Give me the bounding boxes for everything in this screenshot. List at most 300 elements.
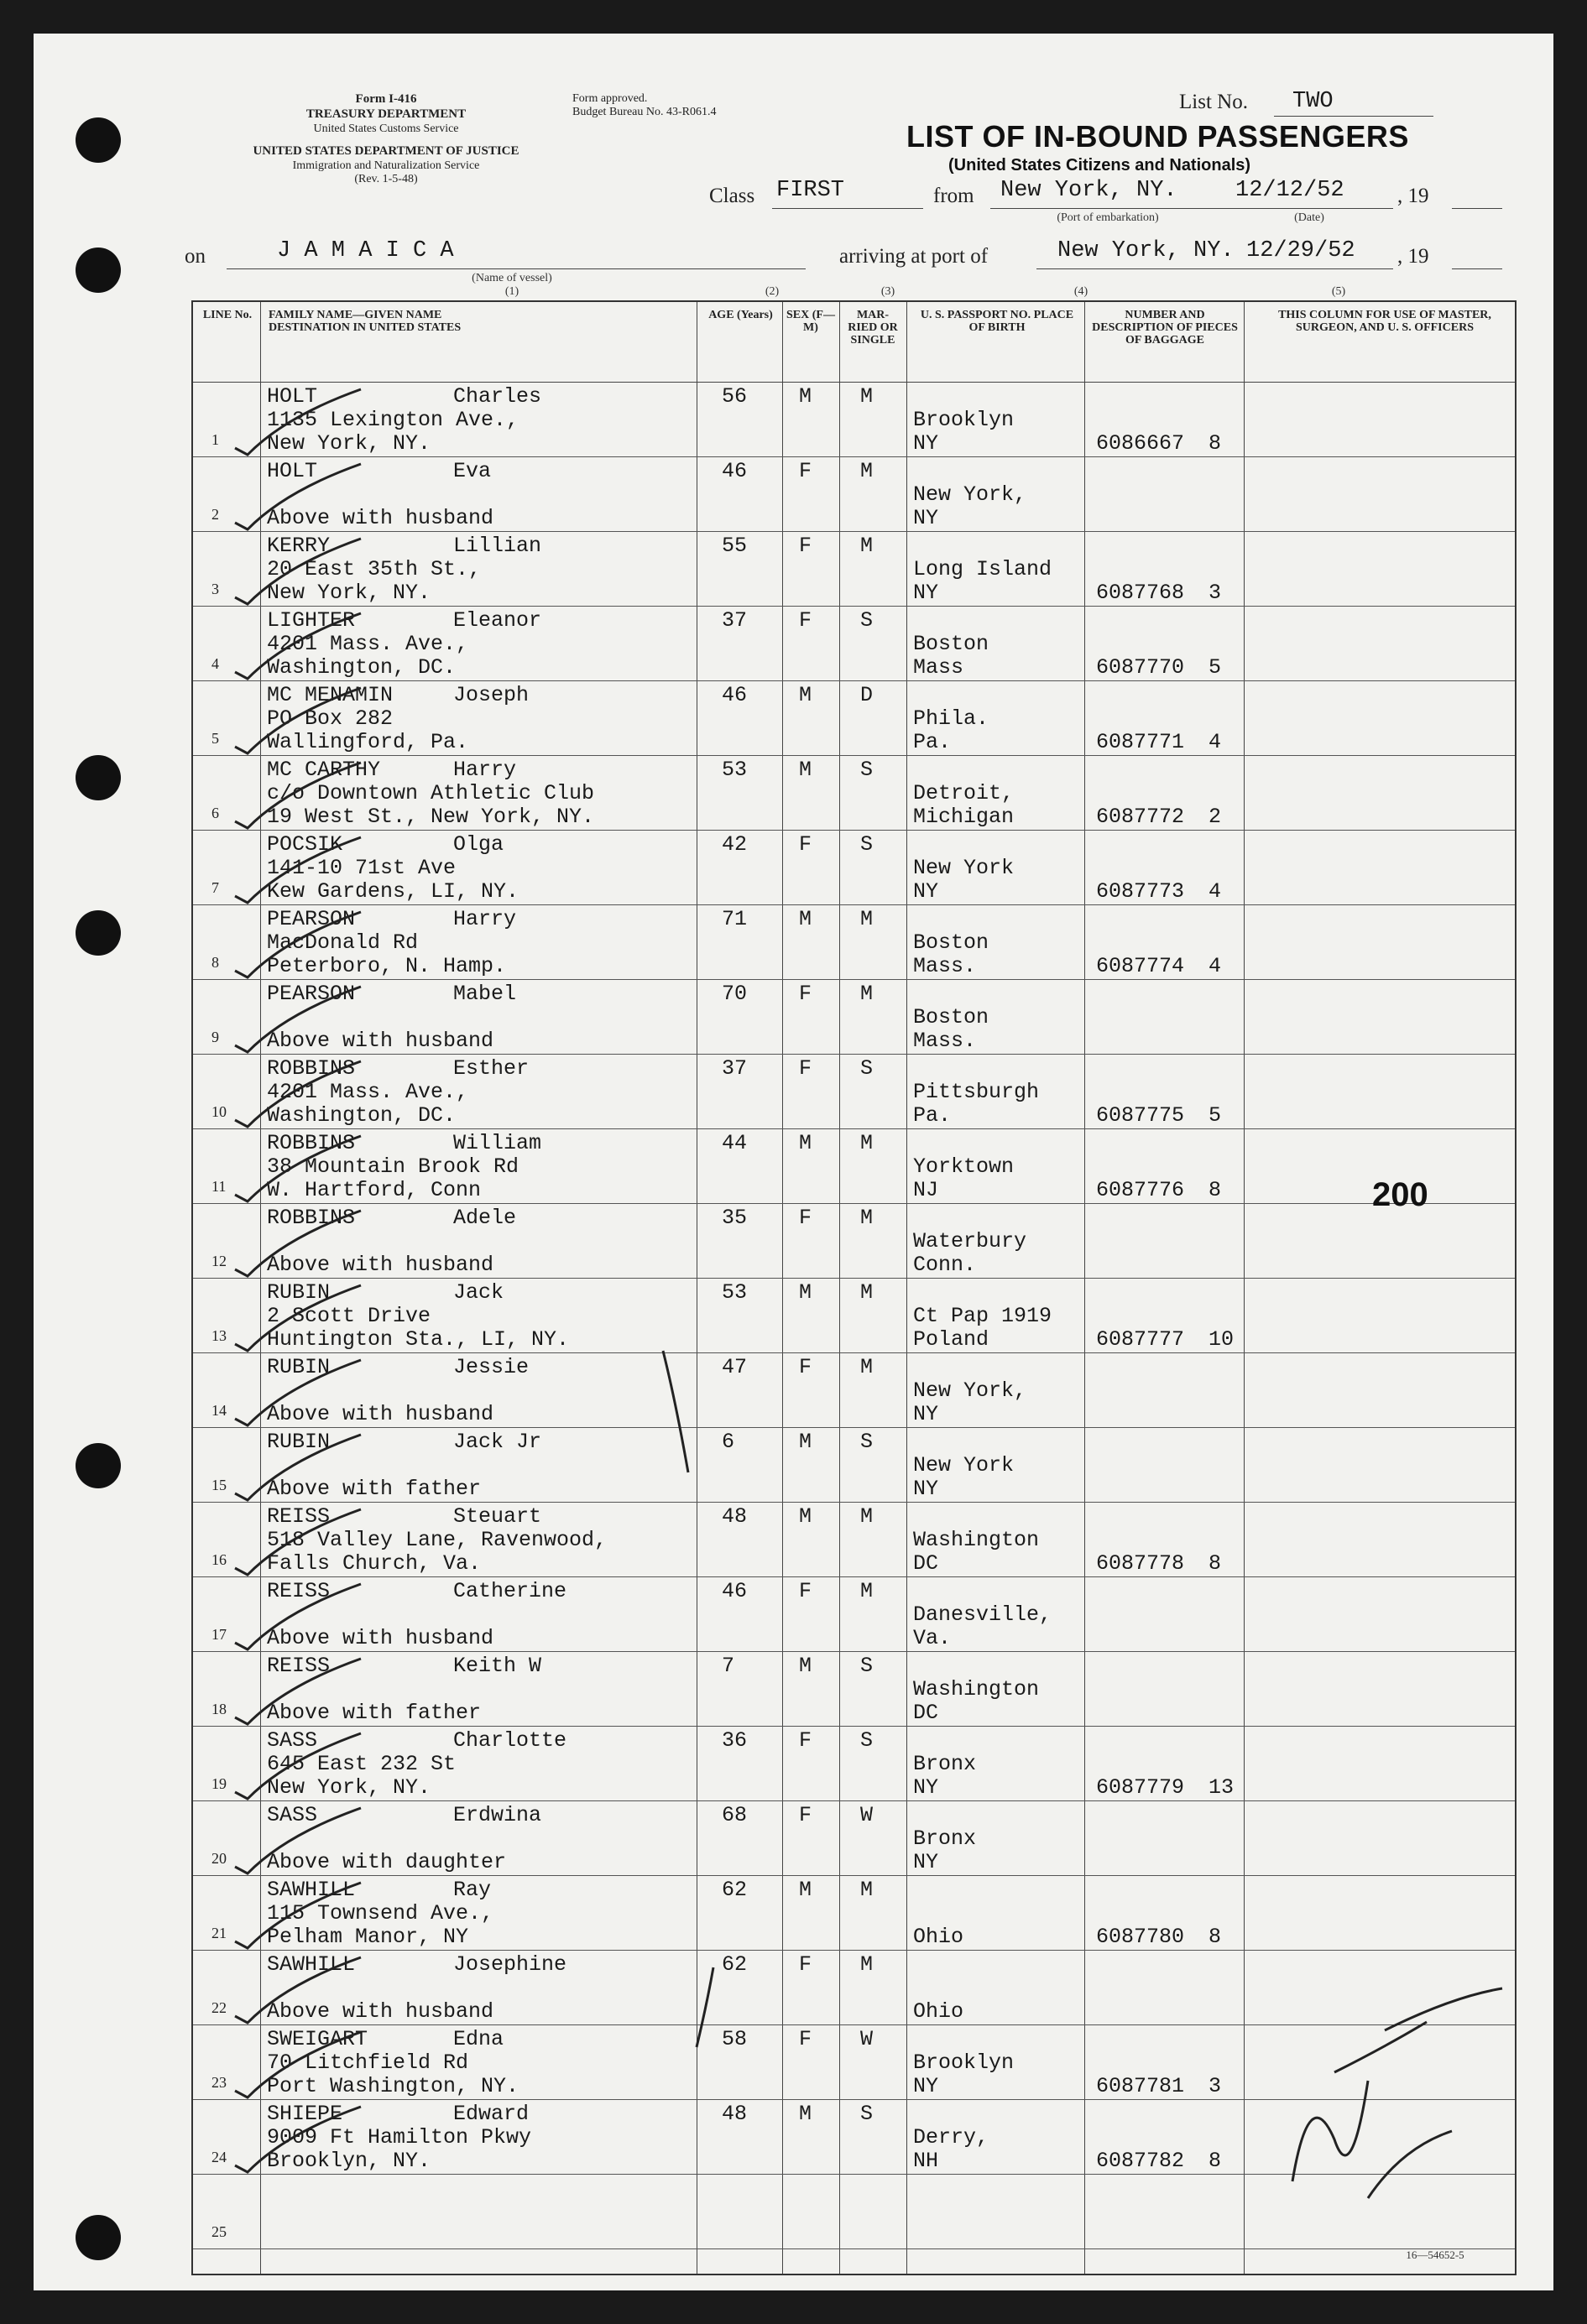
address-line-2: W. Hartford, Conn: [267, 1178, 482, 1202]
address-line-1: 645 East 232 St: [267, 1752, 457, 1776]
age: 56: [722, 384, 748, 409]
age: 46: [722, 459, 748, 483]
age: 35: [722, 1206, 748, 1230]
address-line-2: Above with father: [267, 1701, 482, 1725]
sex: F: [799, 608, 812, 633]
baggage-number: 6087772: [1096, 805, 1185, 829]
sex: F: [799, 1579, 812, 1603]
baggage-number: 6087771: [1096, 730, 1185, 754]
place-of-birth-1: Waterbury: [913, 1229, 1027, 1253]
col-head-officers: THIS COLUMN FOR USE OF MASTER, SURGEON, AND U. S. OFFICERS: [1278, 309, 1491, 334]
given-name: Jessie: [453, 1355, 530, 1379]
family-name: PEARSON: [267, 907, 356, 931]
place-of-birth-1: Yorktown: [913, 1154, 1015, 1179]
place-of-birth-2: Conn.: [913, 1253, 977, 1277]
family-name: SAWHILL: [267, 1952, 356, 1977]
place-of-birth-2: Michigan: [913, 805, 1015, 829]
family-name: REISS: [267, 1579, 331, 1603]
given-name: Ray: [453, 1878, 492, 1902]
marital-status: M: [860, 1878, 874, 1902]
address-line-2: Huntington Sta., LI, NY.: [267, 1327, 570, 1352]
line-number: 4: [211, 655, 219, 672]
age: 55: [722, 534, 748, 558]
baggage-number: 6086667: [1096, 431, 1185, 456]
sex: F: [799, 982, 812, 1006]
given-name: Charlotte: [453, 1728, 567, 1753]
line-number: 25: [211, 2223, 227, 2240]
sex: F: [799, 1206, 812, 1230]
place-of-birth-2: NY: [913, 1775, 939, 1800]
marital-status: W: [860, 2027, 874, 2051]
place-of-birth-2: Ohio: [913, 1925, 964, 1949]
line-number: 6: [211, 805, 219, 821]
address-line-1: 38 Mountain Brook Rd: [267, 1154, 519, 1179]
baggage-count: 8: [1209, 1925, 1222, 1949]
place-of-birth-2: NY: [913, 1477, 939, 1501]
sex: M: [799, 1430, 812, 1454]
baggage-number: 6087782: [1096, 2149, 1185, 2173]
place-of-birth-1: Long Island: [913, 557, 1052, 581]
given-name: Edna: [453, 2027, 504, 2051]
address-line-1: 70 Litchfield Rd: [267, 2050, 469, 2075]
sex: M: [799, 384, 812, 409]
family-name: REISS: [267, 1654, 331, 1678]
list-no-value: TWO: [1292, 89, 1334, 114]
sex: M: [799, 1504, 812, 1529]
place-of-birth-1: Boston: [913, 1005, 989, 1029]
vessel-name: J A M A I C A: [277, 238, 454, 263]
marital-status: S: [860, 608, 874, 633]
address-line-2: Above with husband: [267, 506, 494, 530]
age: 42: [722, 832, 748, 857]
place-of-birth-2: NY: [913, 2074, 939, 2098]
sex: M: [799, 1878, 812, 1902]
address-line-1: 4201 Mass. Ave.,: [267, 1080, 469, 1104]
punch-hole: [76, 2215, 121, 2260]
place-of-birth-2: Pa.: [913, 1103, 952, 1128]
line-number: 11: [211, 1178, 227, 1195]
line-number: 2: [211, 506, 219, 523]
age: 6: [722, 1430, 735, 1454]
place-of-birth-2: Va.: [913, 1626, 952, 1650]
line-number: 18: [211, 1701, 227, 1717]
baggage-number: 6087775: [1096, 1103, 1185, 1128]
place-of-birth-1: Ct Pap 1919: [913, 1304, 1052, 1328]
family-name: RUBIN: [267, 1280, 331, 1305]
sex: M: [799, 2102, 812, 2126]
family-name: MC MENAMIN: [267, 683, 394, 707]
address-line-2: Pelham Manor, NY: [267, 1925, 469, 1949]
family-name: SWEIGART: [267, 2027, 368, 2051]
age: 36: [722, 1728, 748, 1753]
age: 48: [722, 1504, 748, 1529]
given-name: Jack: [453, 1280, 504, 1305]
col-head-line: LINE No.: [202, 309, 253, 321]
line-number: 3: [211, 581, 219, 597]
col-head-passport: U. S. PASSPORT NO. PLACE OF BIRTH: [920, 309, 1074, 334]
marital-status: M: [860, 982, 874, 1006]
col-num-2: (2): [765, 285, 780, 298]
address-line-2: Washington, DC.: [267, 655, 457, 680]
address-line-2: Above with husband: [267, 1029, 494, 1053]
address-line-2: Port Washington, NY.: [267, 2074, 519, 2098]
manifest-page: [34, 34, 1553, 2290]
address-line-2: Above with husband: [267, 1999, 494, 2024]
line-number: 14: [211, 1402, 227, 1419]
col-head-sex: SEX (F—M): [786, 309, 835, 334]
line-number: 24: [211, 2149, 227, 2165]
marital-status: M: [860, 384, 874, 409]
place-of-birth-2: NY: [913, 1402, 939, 1426]
baggage-number: 6087779: [1096, 1775, 1185, 1800]
sex: F: [799, 1728, 812, 1753]
place-of-birth-2: Mass: [913, 655, 964, 680]
place-of-birth-1: Boston: [913, 632, 989, 656]
age: 47: [722, 1355, 748, 1379]
baggage-count: 4: [1209, 730, 1222, 754]
age: 62: [722, 1952, 748, 1977]
arrival-port: New York, NY.: [1057, 238, 1235, 263]
place-of-birth-2: NY: [913, 1850, 939, 1874]
place-of-birth-2: Pa.: [913, 730, 952, 754]
age: 53: [722, 758, 748, 782]
from-date: 12/12/52: [1235, 178, 1344, 203]
marital-status: M: [860, 534, 874, 558]
marital-status: M: [860, 907, 874, 931]
place-of-birth-2: DC: [913, 1551, 939, 1576]
family-name: KERRY: [267, 534, 331, 558]
baggage-count: 4: [1209, 954, 1222, 978]
given-name: Edward: [453, 2102, 530, 2126]
place-of-birth-2: NY: [913, 431, 939, 456]
given-name: Eleanor: [453, 608, 542, 633]
address-line-2: New York, NY.: [267, 431, 431, 456]
line-number: 22: [211, 1999, 227, 2016]
address-line-1: PO Box 282: [267, 706, 394, 731]
given-name: Adele: [453, 1206, 517, 1230]
marital-status: M: [860, 1952, 874, 1977]
date-caption: (Date): [1294, 211, 1324, 224]
line-number: 23: [211, 2074, 227, 2091]
marital-status: M: [860, 459, 874, 483]
col-head-married: MAR-RIED OR SINGLE: [848, 309, 898, 347]
marital-status: S: [860, 2102, 874, 2126]
place-of-birth-1: Brooklyn: [913, 2050, 1015, 2075]
address-line-2: Falls Church, Va.: [267, 1551, 482, 1576]
baggage-number: 6087777: [1096, 1327, 1185, 1352]
baggage-count: 4: [1209, 879, 1222, 904]
age: 46: [722, 683, 748, 707]
col-head-baggage: NUMBER AND DESCRIPTION OF PIECES OF BAGGAGE: [1092, 309, 1238, 347]
place-of-birth-2: NY: [913, 506, 939, 530]
sex: F: [799, 2027, 812, 2051]
year-suffix-2: , 19: [1397, 245, 1429, 268]
marital-status: S: [860, 1056, 874, 1081]
given-name: Steuart: [453, 1504, 542, 1529]
line-number: 1: [211, 431, 219, 448]
address-line-2: New York, NY.: [267, 1775, 431, 1800]
punch-hole: [76, 910, 121, 956]
place-of-birth-1: Phila.: [913, 706, 989, 731]
family-name: SASS: [267, 1803, 318, 1827]
address-line-1: MacDonald Rd: [267, 930, 419, 955]
family-name: RUBIN: [267, 1355, 331, 1379]
age: 7: [722, 1654, 735, 1678]
address-line-2: Washington, DC.: [267, 1103, 457, 1128]
age: 37: [722, 1056, 748, 1081]
family-name: MC CARTHY: [267, 758, 381, 782]
baggage-count: 13: [1209, 1775, 1235, 1800]
address-line-2: Peterboro, N. Hamp.: [267, 954, 507, 978]
address-line-1: 9009 Ft Hamilton Pkwy: [267, 2125, 532, 2149]
marital-status: M: [860, 1355, 874, 1379]
marital-status: S: [860, 1430, 874, 1454]
officer-stamp: 200: [1372, 1176, 1428, 1213]
family-name: PEARSON: [267, 982, 356, 1006]
place-of-birth-2: NY: [913, 879, 939, 904]
budget-bureau: Budget Bureau No. 43-R061.4: [572, 106, 717, 118]
line-number: 17: [211, 1626, 227, 1643]
given-name: Eva: [453, 459, 492, 483]
given-name: Josephine: [453, 1952, 567, 1977]
baggage-count: 5: [1209, 655, 1222, 680]
punch-hole: [76, 1443, 121, 1488]
baggage-count: 3: [1209, 581, 1222, 605]
line-number: 10: [211, 1103, 227, 1120]
given-name: Charles: [453, 384, 542, 409]
year-suffix: , 19: [1397, 185, 1429, 207]
family-name: ROBBINS: [267, 1206, 356, 1230]
age: 53: [722, 1280, 748, 1305]
age: 58: [722, 2027, 748, 2051]
age: 37: [722, 608, 748, 633]
class-value: FIRST: [776, 178, 845, 203]
arriving-label: arriving at port of: [839, 245, 989, 268]
arrival-date: 12/29/52: [1246, 238, 1355, 263]
page-subtitle: (United States Citizens and Nationals): [948, 156, 1251, 175]
address-line-1: 4201 Mass. Ave.,: [267, 632, 469, 656]
line-number: 13: [211, 1327, 227, 1344]
address-line-1: c/o Downtown Athletic Club: [267, 781, 595, 805]
address-line-2: Above with husband: [267, 1402, 494, 1426]
baggage-count: 8: [1209, 2149, 1222, 2173]
line-number: 19: [211, 1775, 227, 1792]
form-approved: Form approved.: [572, 92, 648, 105]
punch-hole: [76, 117, 121, 163]
on-label: on: [185, 245, 206, 268]
baggage-count: 10: [1209, 1327, 1235, 1352]
baggage-number: 6087770: [1096, 655, 1185, 680]
family-name: SAWHILL: [267, 1878, 356, 1902]
sex: M: [799, 683, 812, 707]
age: 71: [722, 907, 748, 931]
address-line-2: 19 West St., New York, NY.: [267, 805, 595, 829]
form-number: Form I-416: [355, 92, 417, 106]
sex: M: [799, 1654, 812, 1678]
family-name: HOLT: [267, 459, 318, 483]
address-line-1: 518 Valley Lane, Ravenwood,: [267, 1528, 608, 1552]
address-line-1: 20 East 35th St.,: [267, 557, 482, 581]
age: 48: [722, 2102, 748, 2126]
place-of-birth-2: DC: [913, 1701, 939, 1725]
place-of-birth-1: Danesville,: [913, 1602, 1052, 1627]
marital-status: M: [860, 1579, 874, 1603]
place-of-birth-2: NY: [913, 581, 939, 605]
marital-status: M: [860, 1206, 874, 1230]
family-name: ROBBINS: [267, 1131, 356, 1155]
age: 70: [722, 982, 748, 1006]
family-name: HOLT: [267, 384, 318, 409]
footer-code: 16—54652-5: [1406, 2248, 1464, 2261]
address-line-2: Brooklyn, NY.: [267, 2149, 431, 2173]
address-line-1: 1135 Lexington Ave.,: [267, 408, 519, 432]
sex: F: [799, 1056, 812, 1081]
page-title: LIST OF IN-BOUND PASSENGERS: [906, 119, 1409, 154]
given-name: Jack Jr: [453, 1430, 542, 1454]
col-num-5: (5): [1331, 285, 1346, 298]
punch-hole: [76, 248, 121, 293]
place-of-birth-1: Derry,: [913, 2125, 989, 2149]
from-label: from: [933, 185, 974, 207]
place-of-birth-2: Mass.: [913, 954, 977, 978]
sex: M: [799, 1131, 812, 1155]
age: 68: [722, 1803, 748, 1827]
baggage-count: 8: [1209, 431, 1222, 456]
col-head-age: AGE (Years): [708, 309, 773, 321]
address-line-2: New York, NY.: [267, 581, 431, 605]
col-head-name: FAMILY NAME—GIVEN NAME DESTINATION IN UNITED STATES: [269, 309, 462, 334]
customs-service: United States Customs Service: [313, 122, 459, 135]
given-name: Lillian: [453, 534, 542, 558]
address-line-2: Above with husband: [267, 1626, 494, 1650]
class-label: Class: [709, 185, 755, 207]
marital-status: M: [860, 1280, 874, 1305]
line-number: 15: [211, 1477, 227, 1493]
family-name: RUBIN: [267, 1430, 331, 1454]
given-name: William: [453, 1131, 542, 1155]
place-of-birth-1: Bronx: [913, 1826, 977, 1851]
address-line-1: 2 Scott Drive: [267, 1304, 431, 1328]
place-of-birth-2: NJ: [913, 1178, 939, 1202]
place-of-birth-1: Detroit,: [913, 781, 1015, 805]
line-number: 21: [211, 1925, 227, 1941]
baggage-number: 6087774: [1096, 954, 1185, 978]
col-num-1: (1): [504, 285, 519, 298]
given-name: Erdwina: [453, 1803, 542, 1827]
sex: F: [799, 1355, 812, 1379]
family-name: SHIEPE: [267, 2102, 343, 2126]
place-of-birth-1: New York: [913, 1453, 1015, 1477]
marital-status: S: [860, 758, 874, 782]
place-of-birth-2: NH: [913, 2149, 939, 2173]
given-name: Esther: [453, 1056, 530, 1081]
baggage-number: 6087768: [1096, 581, 1185, 605]
place-of-birth-1: Pittsburgh: [913, 1080, 1040, 1104]
justice-dept: UNITED STATES DEPARTMENT OF JUSTICE: [253, 144, 519, 158]
passenger-table: [191, 300, 1517, 2275]
revision: (Rev. 1-5-48): [354, 173, 418, 185]
list-no-label: List No.: [1179, 91, 1248, 113]
place-of-birth-1: Washington: [913, 1528, 1040, 1552]
family-name: POCSIK: [267, 832, 343, 857]
address-line-1: 115 Townsend Ave.,: [267, 1901, 494, 1925]
sex: F: [799, 1952, 812, 1977]
baggage-number: 6087776: [1096, 1178, 1185, 1202]
port-caption: (Port of embarkation): [1057, 211, 1159, 224]
baggage-count: 3: [1209, 2074, 1222, 2098]
place-of-birth-1: New York: [913, 856, 1015, 880]
handwritten-marks: [193, 302, 1515, 2274]
sex: F: [799, 1803, 812, 1827]
sex: F: [799, 459, 812, 483]
baggage-number: 6087781: [1096, 2074, 1185, 2098]
address-line-2: Above with husband: [267, 1253, 494, 1277]
address-line-2: Wallingford, Pa.: [267, 730, 469, 754]
given-name: Olga: [453, 832, 504, 857]
place-of-birth-1: Brooklyn: [913, 408, 1015, 432]
baggage-count: 5: [1209, 1103, 1222, 1128]
from-port: New York, NY.: [1000, 178, 1177, 203]
sex: M: [799, 1280, 812, 1305]
place-of-birth-1: New York,: [913, 1378, 1027, 1403]
place-of-birth-1: Washington: [913, 1677, 1040, 1701]
family-name: LIGHTER: [267, 608, 356, 633]
punch-hole: [76, 755, 121, 800]
treasury-dept: TREASURY DEPARTMENT: [305, 107, 467, 121]
sex: M: [799, 907, 812, 931]
given-name: Mabel: [453, 982, 517, 1006]
age: 44: [722, 1131, 748, 1155]
marital-status: M: [860, 1131, 874, 1155]
baggage-count: 8: [1209, 1551, 1222, 1576]
address-line-1: 141-10 71st Ave: [267, 856, 457, 880]
given-name: Joseph: [453, 683, 530, 707]
given-name: Harry: [453, 758, 517, 782]
line-number: 5: [211, 730, 219, 747]
family-name: ROBBINS: [267, 1056, 356, 1081]
given-name: Harry: [453, 907, 517, 931]
given-name: Catherine: [453, 1579, 567, 1603]
marital-status: W: [860, 1803, 874, 1827]
given-name: Keith W: [453, 1654, 542, 1678]
baggage-count: 2: [1209, 805, 1222, 829]
place-of-birth-2: Poland: [913, 1327, 989, 1352]
place-of-birth-1: New York,: [913, 482, 1027, 507]
line-number: 12: [211, 1253, 227, 1269]
address-line-2: Kew Gardens, LI, NY.: [267, 879, 519, 904]
age: 46: [722, 1579, 748, 1603]
sex: F: [799, 534, 812, 558]
baggage-number: 6087773: [1096, 879, 1185, 904]
line-number: 20: [211, 1850, 227, 1867]
line-number: 8: [211, 954, 219, 971]
address-line-2: Above with father: [267, 1477, 482, 1501]
place-of-birth-1: Boston: [913, 930, 989, 955]
vessel-caption: (Name of vessel): [472, 272, 552, 284]
sex: M: [799, 758, 812, 782]
family-name: REISS: [267, 1504, 331, 1529]
marital-status: D: [860, 683, 874, 707]
marital-status: M: [860, 1504, 874, 1529]
line-number: 9: [211, 1029, 219, 1045]
baggage-number: 6087780: [1096, 1925, 1185, 1949]
age: 62: [722, 1878, 748, 1902]
col-num-3: (3): [880, 285, 895, 298]
marital-status: S: [860, 832, 874, 857]
address-line-2: Above with daughter: [267, 1850, 507, 1874]
baggage-number: 6087778: [1096, 1551, 1185, 1576]
place-of-birth-2: Mass.: [913, 1029, 977, 1053]
